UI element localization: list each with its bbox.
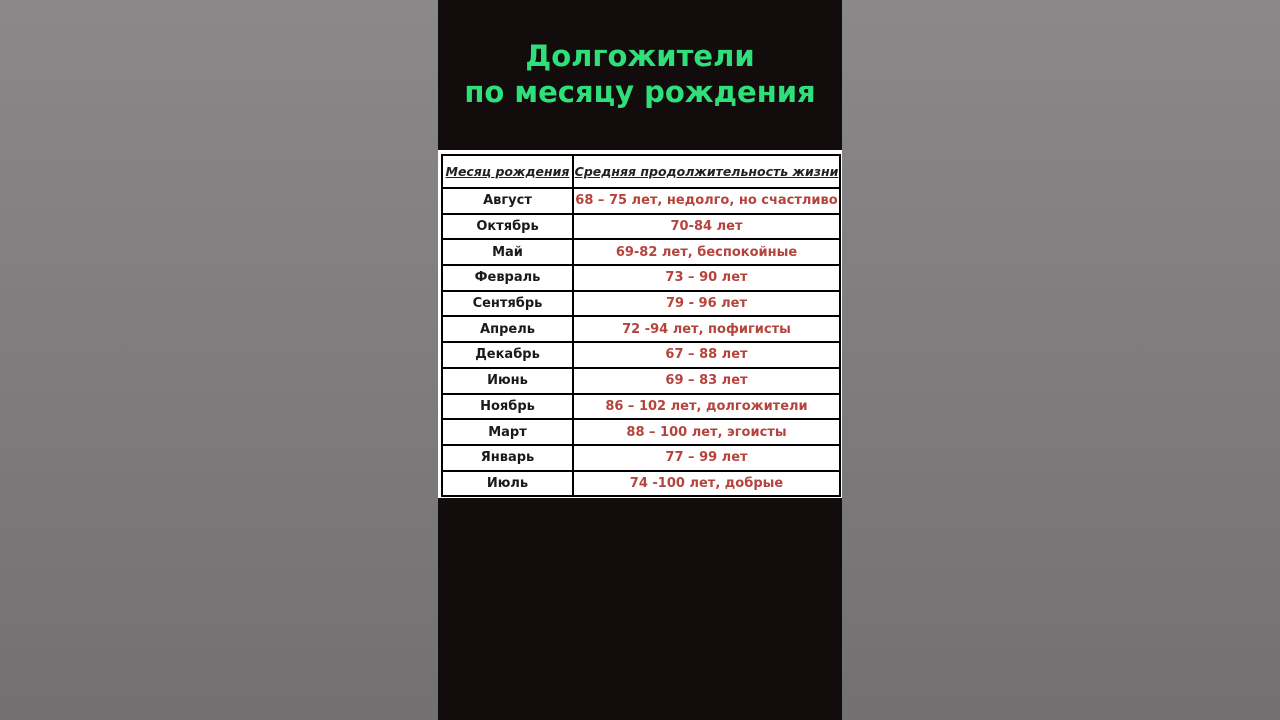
row-lifespan: 88 – 100 лет, эгоисты (573, 419, 840, 445)
table-row (442, 445, 840, 471)
row-lifespan: 73 – 90 лет (573, 265, 840, 291)
table-row (442, 368, 840, 394)
table-row (442, 394, 840, 420)
table-row (442, 342, 840, 368)
blurred-background-left (0, 0, 438, 720)
row-month: Февраль (442, 265, 573, 291)
row-month: Июль (442, 471, 573, 497)
row-month: Март (442, 419, 573, 445)
table-row (442, 471, 840, 497)
row-lifespan: 77 – 99 лет (573, 445, 840, 471)
lifespan-table (441, 154, 841, 497)
table-card (438, 150, 842, 498)
blurred-background-right (842, 0, 1280, 720)
row-month: Декабрь (442, 342, 573, 368)
table-row (442, 188, 840, 214)
video-frame (438, 0, 842, 720)
row-month: Август (442, 188, 573, 214)
title-line-2: по месяцу рождения (464, 75, 816, 109)
table-row (442, 316, 840, 342)
row-month: Июнь (442, 368, 573, 394)
title-line-1: Долгожители (525, 39, 755, 73)
header-month: Месяц рождения (442, 155, 573, 188)
row-month: Сентябрь (442, 291, 573, 317)
row-lifespan: 68 – 75 лет, недолго, но счастливо (573, 188, 840, 214)
page-title (438, 38, 842, 110)
table-row (442, 419, 840, 445)
row-lifespan: 79 - 96 лет (573, 291, 840, 317)
row-lifespan: 86 – 102 лет, долгожители (573, 394, 840, 420)
row-lifespan: 70-84 лет (573, 214, 840, 240)
table-row (442, 265, 840, 291)
row-lifespan: 69-82 лет, беспокойные (573, 239, 840, 265)
row-lifespan: 72 -94 лет, пофигисты (573, 316, 840, 342)
table-row (442, 291, 840, 317)
row-lifespan: 74 -100 лет, добрые (573, 471, 840, 497)
header-lifespan: Средняя продолжительность жизни (573, 155, 840, 188)
row-lifespan: 69 – 83 лет (573, 368, 840, 394)
row-month: Май (442, 239, 573, 265)
row-month: Ноябрь (442, 394, 573, 420)
table-row (442, 239, 840, 265)
row-month: Октябрь (442, 214, 573, 240)
table-row (442, 214, 840, 240)
row-month: Апрель (442, 316, 573, 342)
row-lifespan: 67 – 88 лет (573, 342, 840, 368)
row-month: Январь (442, 445, 573, 471)
table-header-row (442, 155, 840, 188)
